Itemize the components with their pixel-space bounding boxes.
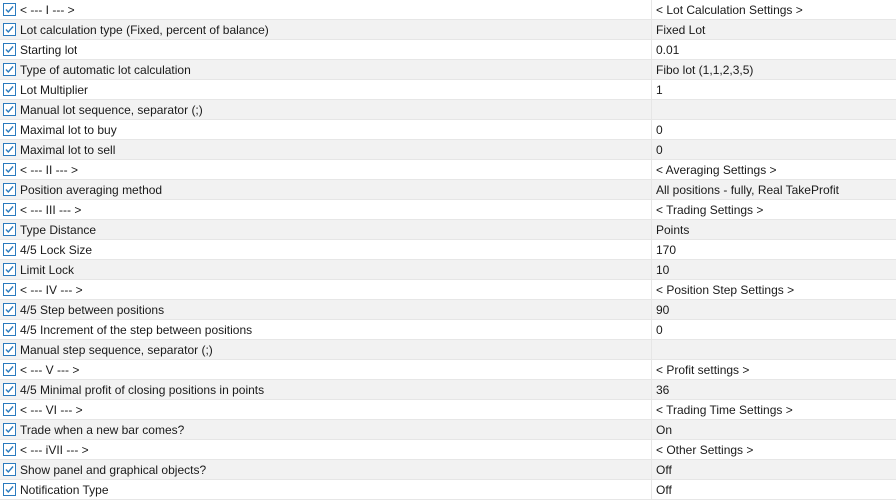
parameter-name: Trade when a new bar comes? (20, 422, 185, 437)
checkmark-icon (4, 404, 15, 415)
parameter-checkbox[interactable] (3, 263, 16, 276)
parameter-value[interactable]: Fibo lot (1,1,2,3,5) (656, 62, 754, 77)
checkmark-icon (4, 424, 15, 435)
parameter-value[interactable] (652, 340, 896, 359)
parameter-name-cell (0, 60, 652, 79)
parameter-name: < --- iVII --- > (20, 442, 89, 457)
parameter-name: Type of automatic lot calculation (20, 62, 191, 77)
parameter-value[interactable] (652, 100, 896, 119)
parameter-row[interactable] (0, 240, 896, 260)
checkmark-icon (4, 344, 15, 355)
parameter-name-cell (0, 20, 652, 39)
parameter-value[interactable]: < Trading Settings > (656, 202, 764, 217)
parameter-row[interactable] (0, 340, 896, 360)
parameter-row[interactable] (0, 220, 896, 240)
parameter-row[interactable] (0, 120, 896, 140)
parameter-name-cell (0, 400, 652, 419)
parameter-value[interactable]: 0 (656, 142, 663, 157)
parameter-value[interactable]: 1 (656, 82, 663, 97)
parameter-row[interactable] (0, 160, 896, 180)
parameter-row[interactable] (0, 380, 896, 400)
parameter-value[interactable]: 90 (656, 302, 670, 317)
parameter-name-cell (0, 340, 652, 359)
parameter-name: < --- VI --- > (20, 402, 83, 417)
parameter-name: Limit Lock (20, 262, 75, 277)
parameter-name: Manual lot sequence, separator (;) (20, 102, 203, 117)
parameter-value[interactable]: < Position Step Settings > (656, 282, 795, 297)
checkmark-icon (4, 384, 15, 395)
checkmark-icon (4, 144, 15, 155)
parameter-row[interactable] (0, 480, 896, 500)
parameter-value[interactable]: Off (656, 482, 672, 497)
parameter-value[interactable]: 36 (656, 382, 670, 397)
parameter-checkbox[interactable] (3, 343, 16, 356)
parameter-row[interactable] (0, 280, 896, 300)
checkmark-icon (4, 324, 15, 335)
parameter-checkbox[interactable] (3, 323, 16, 336)
checkmark-icon (4, 204, 15, 215)
parameter-name: Notification Type (20, 482, 109, 497)
parameter-row[interactable] (0, 140, 896, 160)
parameter-value[interactable]: < Other Settings > (656, 442, 754, 457)
parameter-name-cell (0, 420, 652, 439)
parameter-name-cell (0, 80, 652, 99)
parameter-name: Type Distance (20, 222, 97, 237)
parameter-name: Starting lot (20, 42, 78, 57)
checkmark-icon (4, 364, 15, 375)
parameter-checkbox[interactable] (3, 143, 16, 156)
parameter-name-cell (0, 120, 652, 139)
checkmark-icon (4, 104, 15, 115)
parameter-checkbox[interactable] (3, 403, 16, 416)
parameter-value[interactable]: < Profit settings > (656, 362, 750, 377)
parameter-row[interactable] (0, 300, 896, 320)
parameter-checkbox[interactable] (3, 83, 16, 96)
parameter-name-cell (0, 200, 652, 219)
parameter-name-cell (0, 260, 652, 279)
checkmark-icon (4, 464, 15, 475)
checkmark-icon (4, 304, 15, 315)
parameter-name: 4/5 Minimal profit of closing positions in points (20, 382, 265, 397)
checkmark-icon (4, 24, 15, 35)
checkmark-icon (4, 84, 15, 95)
parameter-checkbox[interactable] (3, 223, 16, 236)
parameter-value[interactable]: All positions - fully, Real TakeProfit (656, 182, 839, 197)
checkmark-icon (4, 124, 15, 135)
parameter-checkbox[interactable] (3, 63, 16, 76)
parameter-name: Show panel and graphical objects? (20, 462, 207, 477)
checkmark-icon (4, 64, 15, 75)
parameter-name: 4/5 Step between positions (20, 302, 165, 317)
parameter-row[interactable] (0, 400, 896, 420)
parameter-name: Lot Multiplier (20, 82, 89, 97)
parameter-row[interactable] (0, 360, 896, 380)
checkmark-icon (4, 484, 15, 495)
parameter-row[interactable] (0, 80, 896, 100)
parameter-checkbox[interactable] (3, 443, 16, 456)
parameter-value[interactable]: On (656, 422, 673, 437)
parameter-name-cell (0, 140, 652, 159)
checkmark-icon (4, 224, 15, 235)
parameter-name-cell (0, 240, 652, 259)
parameter-checkbox[interactable] (3, 383, 16, 396)
checkmark-icon (4, 184, 15, 195)
parameter-name-cell (0, 40, 652, 59)
parameter-name-cell (0, 440, 652, 459)
parameter-row[interactable] (0, 60, 896, 80)
checkmark-icon (4, 444, 15, 455)
parameter-checkbox[interactable] (3, 243, 16, 256)
parameter-name: < --- IV --- > (20, 282, 83, 297)
parameter-row[interactable] (0, 180, 896, 200)
parameter-checkbox[interactable] (3, 483, 16, 496)
parameter-row[interactable] (0, 460, 896, 480)
parameter-row[interactable] (0, 440, 896, 460)
parameter-row[interactable] (0, 20, 896, 40)
parameter-checkbox[interactable] (3, 163, 16, 176)
checkmark-icon (4, 164, 15, 175)
parameter-value[interactable]: Points (656, 222, 690, 237)
parameter-name-cell (0, 460, 652, 479)
parameter-name: < --- III --- > (20, 202, 82, 217)
parameter-checkbox[interactable] (3, 463, 16, 476)
parameter-name-cell (0, 160, 652, 179)
parameter-name: 4/5 Increment of the step between positions (20, 322, 253, 337)
parameter-checkbox[interactable] (3, 3, 16, 16)
parameter-row[interactable] (0, 200, 896, 220)
parameter-name: < --- I --- > (20, 2, 75, 17)
parameter-row[interactable] (0, 260, 896, 280)
parameter-value[interactable]: < Lot Calculation Settings > (656, 2, 803, 17)
parameter-name: Maximal lot to buy (20, 122, 117, 137)
parameter-name-cell (0, 100, 652, 119)
checkmark-icon (4, 284, 15, 295)
parameter-name-cell (0, 0, 652, 19)
parameter-value[interactable]: 0 (656, 122, 663, 137)
checkmark-icon (4, 244, 15, 255)
parameter-name: Lot calculation type (Fixed, percent of balance) (20, 22, 269, 37)
parameter-name: 4/5 Lock Size (20, 242, 93, 257)
parameter-checkbox[interactable] (3, 43, 16, 56)
parameter-name-cell (0, 380, 652, 399)
parameter-row[interactable] (0, 320, 896, 340)
parameter-name: < --- II --- > (20, 162, 78, 177)
parameter-value[interactable]: < Trading Time Settings > (656, 402, 793, 417)
parameter-name: Position averaging method (20, 182, 163, 197)
parameter-name-cell (0, 180, 652, 199)
parameter-name: Maximal lot to sell (20, 142, 116, 157)
parameter-checkbox[interactable] (3, 363, 16, 376)
parameter-value[interactable]: 170 (656, 242, 677, 257)
parameter-row[interactable] (0, 420, 896, 440)
parameter-value[interactable]: 0 (656, 322, 663, 337)
parameter-value[interactable]: < Averaging Settings > (656, 162, 777, 177)
parameter-checkbox[interactable] (3, 303, 16, 316)
parameter-checkbox[interactable] (3, 203, 16, 216)
parameter-name-cell (0, 220, 652, 239)
parameter-checkbox[interactable] (3, 123, 16, 136)
parameter-name-cell (0, 300, 652, 319)
checkmark-icon (4, 264, 15, 275)
parameter-value[interactable]: Off (656, 462, 672, 477)
checkmark-icon (4, 4, 15, 15)
parameter-value[interactable]: Fixed Lot (656, 22, 706, 37)
parameter-name: Manual step sequence, separator (;) (20, 342, 213, 357)
parameter-name: < --- V --- > (20, 362, 80, 377)
parameter-checkbox[interactable] (3, 183, 16, 196)
parameter-name-cell (0, 320, 652, 339)
parameter-checkbox[interactable] (3, 283, 16, 296)
parameter-checkbox[interactable] (3, 103, 16, 116)
parameter-name-cell (0, 360, 652, 379)
parameter-name-cell (0, 280, 652, 299)
parameter-row[interactable] (0, 0, 896, 20)
parameter-value[interactable]: 0.01 (656, 42, 680, 57)
parameter-name-cell (0, 480, 652, 499)
parameter-value[interactable]: 10 (656, 262, 670, 277)
parameter-checkbox[interactable] (3, 23, 16, 36)
checkmark-icon (4, 44, 15, 55)
parameter-checkbox[interactable] (3, 423, 16, 436)
parameter-row[interactable] (0, 40, 896, 60)
parameter-row[interactable] (0, 100, 896, 120)
